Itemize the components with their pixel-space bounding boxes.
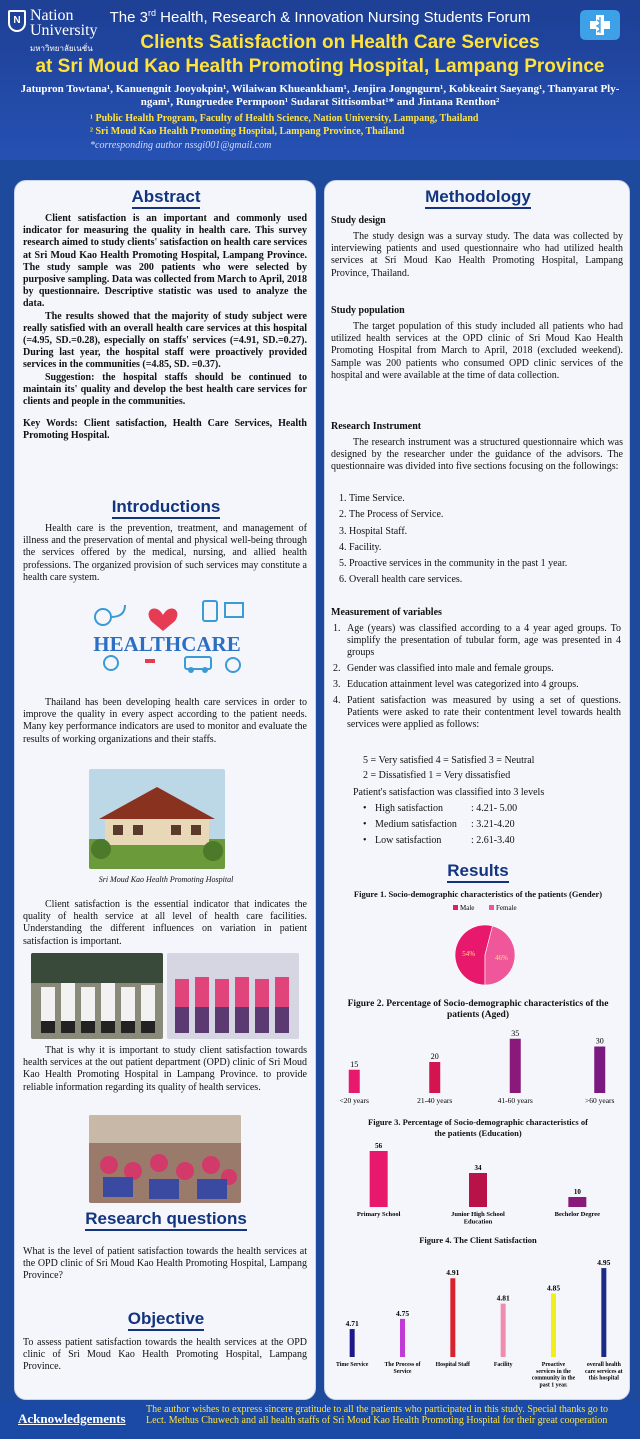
bar	[601, 1268, 606, 1357]
intro-p2: Thailand has been developing health care services in order to improve the quality in every aspect according to the patient needs. Many key performance indicators are used to monitor and evaluate the results of working organizations and their staffs.	[23, 697, 307, 745]
logo-name: Nation University	[30, 7, 98, 39]
hospital-caption: Sri Moud Kao Health Promoting Hospital	[98, 875, 234, 884]
category-label: Junior High School	[451, 1211, 505, 1218]
measurement-item: Education attainment level was categorized into 4 groups.	[347, 679, 579, 690]
poster-title-line1: Clients Satisfaction on Health Care Services	[140, 32, 540, 53]
level-item: • High satisfaction : 4.21- 5.00	[361, 801, 517, 817]
satisfaction-bar-chart	[327, 1249, 629, 1389]
category-label: this hospital	[588, 1375, 619, 1382]
category-label: 21-40 years	[417, 1096, 453, 1105]
bar-value-label: 4.71	[345, 1319, 359, 1329]
category-label: services in the	[536, 1368, 571, 1375]
instrument-section-item: 3. Hospital Staff.	[349, 524, 623, 540]
bar	[400, 1319, 405, 1357]
study-population-title: Study population	[331, 305, 405, 316]
instrument-text: The research instrument was a structured questionnaire which was designed by the researcher under the guidance of the advisors. The questionnaire was divided into five sections focusing on the followings:	[331, 437, 623, 473]
bar-value-label: 30	[595, 1036, 604, 1046]
measurement-item: Patient satisfaction was measured by using a set of questions. Patients were asked to rate their contentment level towards health services were applied as follows:	[347, 695, 621, 730]
rating-scale	[363, 753, 534, 783]
levels-intro: Patient's satisfaction was classified into 3 levels	[353, 787, 545, 798]
methodology-heading: Methodology	[325, 187, 631, 209]
shield-icon: N	[8, 10, 26, 32]
abstract-p2: The results showed that the majority of study subject were really satisfied with an overall health care services at this hospital (=4.95, SD.=0.28), especially on staffs' services (=4.91, SD.=0.27). During last year, the hospital staff were proactively provided services in the communities (=4.85, SD. =0.37).	[23, 310, 307, 371]
bar-value-label: 4.91	[446, 1268, 460, 1278]
bar-value-label: 35	[511, 1028, 520, 1038]
fig1-title: Figure 1. Socio-demographic characteristics of the patients (Gender)	[353, 889, 603, 899]
measurement-item: Age (years) was classified according to a 4 year aged groups. To simplify the presentation of tubular form, age was presented in 4 groups	[347, 623, 621, 658]
measurement-item: Gender was classified into male and female groups.	[347, 663, 554, 674]
objective-text: To assess patient satisfaction towards the health services at the OPD clinic of Sri Moud Kao Health Promoting Hospital, Lampang Province.	[23, 1337, 307, 1373]
forum-title: The 3rd Health, Research & Innovation Nursing Students Forum	[109, 8, 531, 26]
category-label: Time Service	[336, 1362, 369, 1368]
gender-pie-chart	[385, 903, 585, 993]
research-questions-heading: Research questions	[15, 1209, 317, 1231]
stethoscope-icon	[95, 609, 111, 625]
intro-p3: Client satisfaction is the essential indicator that indicates the quality of health service at all level of health care facilities. Understanding the different influences on variation in patient satisfaction is important.	[23, 899, 307, 947]
abstract-p1: Client satisfaction is an important and commonly used indicator for measuring the quality in health care. This survey research aimed to study clients' satisfaction on health care services at Sri Moud Kao Health Promoting Hospital, Lampang Province. The study sample was 200 patients who were selected by purposive sampling. Data was collected from March to April, 2018 by questionnaire. Descriptive statistic was used to analyze the data.	[23, 213, 307, 310]
scale-line-2: 2 = Dissatisfied 1 = Very dissatisfied	[363, 770, 511, 781]
acknowledgements-text: The author wishes to express sincere gratitude to all the patients who participated in this study. Special thanks go to Lect. Methus Chuwech and all health staffs of Sri Moud Kao Health Promoting Hospital for their great cooperation	[146, 1404, 609, 1426]
instrument-title: Research Instrument	[331, 421, 422, 432]
scale-line-1: 5 = Very satisfied 4 = Satisfied 3 = Neutral	[363, 755, 535, 766]
bar-value-label: 4.81	[496, 1293, 510, 1303]
clipboard-icon	[203, 601, 217, 621]
satisfaction-levels	[361, 801, 517, 849]
bar	[350, 1329, 355, 1357]
category-label: Proactive	[541, 1362, 566, 1368]
bar-value-label: 4.85	[546, 1283, 561, 1293]
wheelchair-icon	[226, 658, 240, 672]
bar-value-label: 20	[430, 1052, 439, 1061]
community-service-photo	[89, 1115, 241, 1203]
category-label: 41-60 years	[497, 1096, 533, 1105]
pie-data-label: 46%	[494, 954, 508, 963]
instrument-sections	[331, 491, 623, 589]
fig4-title: Figure 4. The Client Satisfaction	[419, 1235, 537, 1245]
legend-label: Female	[496, 904, 517, 912]
bar	[501, 1304, 506, 1357]
authors: Jatupron Towtana¹, Kanuengnit Jooyokpin¹, Wilaiwan Khueankham¹, Jenjira Jongngurn¹, Kobkeairt Saeyang¹, Thanyarat Ply-ngam¹, Rungruedee Permpoon¹ Sudarat Sittisombat¹* and Jintana Renthon²	[20, 83, 620, 108]
bar-value-label: 34	[474, 1164, 482, 1172]
category-label: The Process of	[384, 1362, 421, 1368]
fig2-title: Figure 2. Percentage of Socio-demographic characteristics of the patients (Aged)	[347, 999, 609, 1020]
poster-title-line2: at Sri Moud Kao Health Promoting Hospital, Lampang Province	[35, 56, 605, 77]
bar	[469, 1173, 487, 1207]
category-label: <20 years	[339, 1096, 369, 1105]
instrument-section-item: 2. The Process of Service.	[349, 507, 623, 523]
right-column	[324, 180, 630, 1400]
bar	[568, 1197, 586, 1207]
heart-icon	[149, 608, 178, 631]
abstract-p3: Suggestion: the hospital staffs should be continued to maintain its' quality and develop the best health care services for clients and people in the communities.	[23, 371, 307, 408]
bar-value-label: 4.75	[395, 1308, 410, 1318]
bar	[450, 1278, 455, 1357]
category-label: Primary School	[356, 1211, 401, 1218]
instrument-section-item: 4. Facility.	[349, 540, 623, 556]
bar	[510, 1039, 521, 1093]
corresponding-author: *corresponding author nssgi001@gmail.com	[90, 140, 272, 151]
bar-value-label: 15	[350, 1059, 359, 1069]
category-label: Education	[463, 1218, 493, 1225]
left-column	[14, 180, 316, 1400]
bar	[429, 1062, 440, 1093]
study-design-title: Study design	[331, 215, 386, 226]
instrument-section-item: 6. Overall health care services.	[349, 572, 623, 588]
category-label: >60 years	[585, 1096, 615, 1105]
poster-header	[0, 0, 640, 160]
instrument-section-item: 5. Proactive services in the community in the past 1 year.	[349, 556, 623, 572]
category-label: past 1 year.	[539, 1382, 568, 1389]
intro-p1: Health care is the prevention, treatment, and management of illness and the preservation of mental and physical well-being through the services offered by the medical, nursing, and allied health professions. The organized provision of such services may constitute a health care system.	[23, 523, 307, 583]
ambulance-icon	[185, 657, 211, 669]
legend-label: Male	[460, 904, 475, 912]
hospital-photo	[89, 769, 225, 869]
acknowledgements-heading: Acknowledgements	[18, 1411, 126, 1426]
objective-heading: Objective	[15, 1309, 317, 1331]
pie-data-label: 54%	[462, 949, 476, 958]
abstract-keywords: Key Words: Client satisfaction, Health Care Services, Health Promoting Hospital.	[23, 418, 307, 442]
staff-group-photo-2	[167, 953, 299, 1039]
bar	[370, 1151, 388, 1207]
category-label: community in the	[531, 1375, 576, 1382]
results-heading: Results	[325, 861, 631, 883]
introductions-heading: Introductions	[15, 497, 317, 519]
bar-value-label: 4.95	[597, 1258, 611, 1268]
intro-p4: That is why it is important to study client satisfaction towards health services at the out patient department (OPD) clinic of Sri Moud Kao Health Promoting Hospital in Lampang Province. to provide reliable information regarding its quality of health services.	[23, 1045, 307, 1093]
category-label: Service	[393, 1368, 412, 1375]
age-bar-chart	[329, 1023, 627, 1107]
legend-swatch	[453, 905, 458, 910]
level-item: • Low satisfaction : 2.61-3.40	[361, 833, 517, 849]
category-label: Hospital Staff	[435, 1362, 470, 1368]
healthcare-illustration	[85, 595, 250, 675]
healthcare-word: HEALTHCARE	[93, 632, 241, 656]
measurement-list: 1. Age (years) was classified according to a 4 year aged groups. To simplify the presentation of tubular form, age was presented in 4 groups 2. Gender was classified into male and female groups. 3. Education attainment level was categorized into 4 groups. 4. Patient satisfaction was measured by using a set of questions. Patients were asked to rate their contentment level towards health services were applied as follows:	[333, 623, 621, 730]
bar	[594, 1047, 605, 1094]
abstract-body	[23, 213, 307, 443]
instrument-section-item: 1. Time Service.	[349, 491, 623, 507]
bar	[551, 1293, 556, 1357]
level-item: • Medium satisfaction : 3.21-4.20	[361, 817, 517, 833]
category-label: overall health	[586, 1362, 621, 1368]
fig3-title: Figure 3. Percentage of Socio-demographic characteristics of the patients (Education)	[368, 1117, 588, 1138]
staff-group-photo-1	[31, 953, 163, 1039]
study-design-text: The study design was a survay study. The data was collected by interviewing patients and used questionnaire who had utilized health services at Sri Moud Kao Health Promoting Hospital, Lampang Province, Thailand.	[331, 231, 623, 279]
bar-value-label: 56	[375, 1142, 383, 1150]
bar	[349, 1070, 360, 1093]
category-label: Facility	[493, 1362, 513, 1368]
affiliation-1: ¹ Public Health Program, Faculty of Health Science, Nation University, Lampang, Thailand	[90, 113, 479, 124]
research-question-text: What is the level of patient satisfaction towards the health services at the OPD clinic of Sri Moud Kao Health Promoting Hospital, Lampang Province?	[23, 1246, 307, 1282]
medical-symbol-icon	[104, 656, 118, 670]
category-label: Bechelor Degree	[554, 1211, 601, 1218]
education-bar-chart	[329, 1139, 627, 1225]
logo-thai: มหาวิทยาลัยเนชั่น	[30, 44, 93, 53]
study-population-text: The target population of this study included all patients who had utilized health services at the OPD clinic of Sri Moud Kao Health Promoting Hospital from March to April, 2018 (excluded weekend). Sample was 200 patients who consumed OPD clinic services of the hospital and were available at the time of data collection.	[331, 321, 623, 381]
affiliation-2: ² Sri Moud Kao Health Promoting Hospital, Lampang Province, Thailand	[90, 126, 405, 137]
category-label: care services at	[585, 1368, 623, 1375]
bar-value-label: 10	[573, 1188, 581, 1196]
measurement-title: Measurement of variables	[331, 607, 442, 618]
legend-swatch	[489, 905, 494, 910]
affiliations	[90, 112, 590, 138]
abstract-heading: Abstract	[15, 187, 317, 209]
